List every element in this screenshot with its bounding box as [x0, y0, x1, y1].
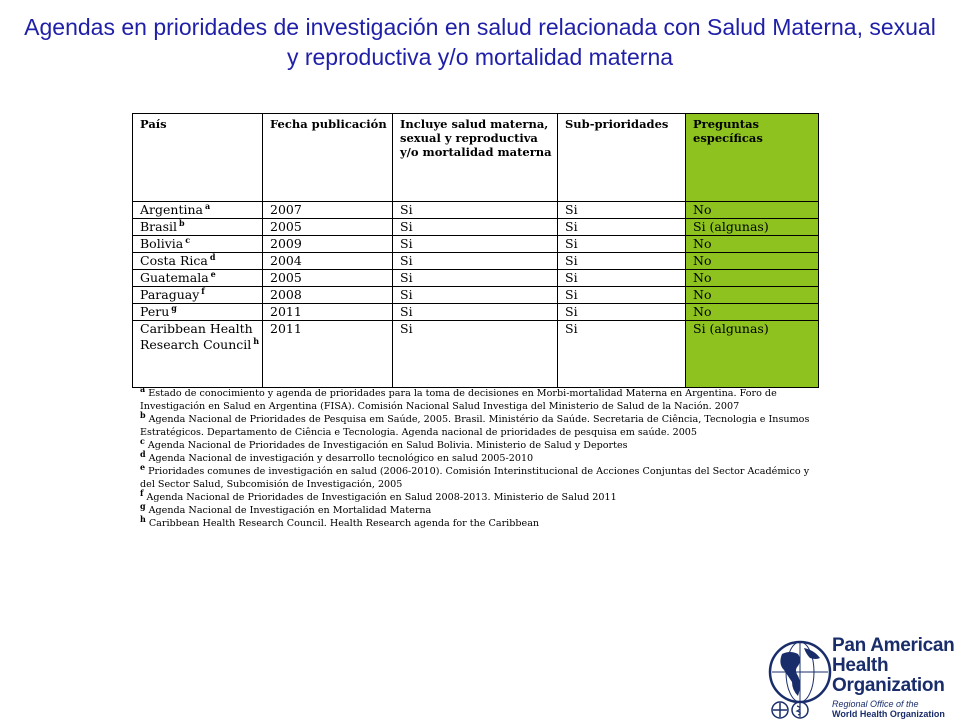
cell-sub-text: Si — [565, 202, 578, 217]
cell-incluye-text: Si — [400, 287, 413, 302]
agenda-table-container — [132, 113, 819, 388]
cell-sub-text: Si — [565, 270, 578, 285]
cell-incluye — [393, 287, 558, 304]
cell-sub — [558, 253, 686, 270]
cell-incluye-text: Si — [400, 219, 413, 234]
paho-logo — [768, 636, 958, 720]
table-header-row — [133, 114, 819, 202]
cell-fecha-text: 2007 — [270, 202, 302, 217]
cell-pais-text: Costa Rica — [140, 253, 208, 268]
footnote-item — [140, 500, 820, 517]
footnotes — [140, 383, 820, 530]
cell-fecha-text: 2005 — [270, 270, 302, 285]
cell-preguntas — [686, 219, 819, 236]
cell-preguntas — [686, 253, 819, 270]
footnote-marker: f — [201, 285, 205, 296]
cell-fecha-text: 2011 — [270, 321, 302, 336]
logo-name-line2: Health — [832, 655, 889, 676]
cell-incluye — [393, 270, 558, 287]
cell-pais-text: Peru — [140, 304, 170, 319]
cell-sub — [558, 202, 686, 219]
cell-preguntas-text: No — [693, 304, 712, 319]
table-row — [133, 253, 819, 270]
header-pais: País — [133, 114, 263, 202]
cell-pais — [133, 304, 263, 321]
cell-pais-text: Caribbean Health Research Council — [140, 321, 253, 352]
footnote-marker: e — [210, 268, 216, 279]
cell-preguntas-text: No — [693, 287, 712, 302]
cell-incluye — [393, 321, 558, 388]
cell-preguntas-text: Si (algunas) — [693, 321, 769, 336]
cell-preguntas — [686, 270, 819, 287]
footnote-text: Agenda Nacional de Prioridades de Pesquisa em Saúde, 2005. Brasil. Ministério da Saúde. Secretaria de Ciência, Tecnologia e Insumos Estratégicos. Departamento de Ciência e Tecnologia. Agenda nacional de prioridades de pesquisa em saúde. 2005 — [140, 414, 810, 438]
cell-sub — [558, 304, 686, 321]
table-row — [133, 321, 819, 388]
footnote-mark: b — [140, 409, 146, 420]
cell-preguntas — [686, 304, 819, 321]
cell-sub-text: Si — [565, 304, 578, 319]
cell-pais-text: Bolivia — [140, 236, 184, 251]
footnote-mark: c — [140, 435, 145, 446]
cell-pais — [133, 236, 263, 253]
cell-fecha-text: 2005 — [270, 219, 302, 234]
cell-pais — [133, 202, 263, 219]
header-sub: Sub-prioridades — [558, 114, 686, 202]
cell-incluye — [393, 202, 558, 219]
cell-fecha — [263, 202, 393, 219]
cell-incluye — [393, 304, 558, 321]
footnote-mark: f — [140, 487, 144, 498]
table-row — [133, 287, 819, 304]
footnote-marker: h — [253, 335, 260, 346]
cell-pais — [133, 270, 263, 287]
table-row — [133, 304, 819, 321]
footnote-mark: g — [140, 500, 146, 511]
cell-preguntas — [686, 321, 819, 388]
cell-preguntas-text: No — [693, 270, 712, 285]
cell-sub-text: Si — [565, 287, 578, 302]
logo-sub-line2: World Health Organization — [832, 709, 945, 719]
footnote-mark: h — [140, 513, 146, 524]
cell-preguntas-text: No — [693, 236, 712, 251]
logo-name-line1: Pan American — [832, 635, 955, 656]
cell-sub-text: Si — [565, 321, 578, 336]
cell-incluye-text: Si — [400, 304, 413, 319]
logo-name-line3: Organization — [832, 675, 945, 696]
cell-incluye-text: Si — [400, 202, 413, 217]
cell-sub — [558, 236, 686, 253]
footnote-marker: b — [179, 217, 185, 228]
footnote-item — [140, 487, 820, 504]
table-row — [133, 270, 819, 287]
cell-pais-text: Argentina — [140, 202, 203, 217]
cell-sub-text: Si — [565, 236, 578, 251]
agenda-table — [132, 113, 819, 388]
footnote-text: Prioridades comunes de investigación en salud (2006-2010). Comisión Interinstitucional de Acciones Conjuntas del Sector Académico y del Sector Salud, Subcomisión de Investigación, 2005 — [140, 466, 810, 490]
cell-sub-text: Si — [565, 219, 578, 234]
table-body — [133, 202, 819, 388]
footnote-text: Agenda Nacional de Prioridades de Investigación en Salud 2008-2013. Ministerio de Salud 2011 — [146, 492, 617, 503]
cell-pais-text: Brasil — [140, 219, 178, 234]
cell-preguntas — [686, 202, 819, 219]
table-row — [133, 202, 819, 219]
cell-preguntas — [686, 287, 819, 304]
logo-sub-line1: Regional Office of the — [832, 699, 919, 709]
header-fecha: Fecha publicación — [263, 114, 393, 202]
cell-sub — [558, 321, 686, 388]
cell-fecha-text: 2011 — [270, 304, 302, 319]
cell-fecha — [263, 253, 393, 270]
cell-fecha — [263, 321, 393, 388]
footnote-item — [140, 409, 820, 439]
cell-preguntas-text: No — [693, 253, 712, 268]
footnote-text: Agenda Nacional de Investigación en Mortalidad Materna — [148, 505, 432, 516]
cell-sub — [558, 287, 686, 304]
header-incluye: Incluye salud materna, sexual y reproductiva y/o mortalidad materna — [393, 114, 558, 202]
cell-fecha-text: 2004 — [270, 253, 302, 268]
footnote-mark: a — [140, 383, 146, 394]
cell-incluye-text: Si — [400, 321, 413, 336]
footnote-item — [140, 448, 820, 465]
footnote-mark: e — [140, 461, 146, 472]
cell-fecha-text: 2008 — [270, 287, 302, 302]
cell-incluye-text: Si — [400, 270, 413, 285]
footnote-text: Estado de conocimiento y agenda de prioridades para la toma de decisiones en Morbi-mortalidad Materna en Argentina. Foro de Investigación en Salud en Argentina (FISA). Comisión Nacional Salud Investiga del Ministerio de Salud de la Nación. 2007 — [140, 388, 777, 412]
cell-pais-text: Paraguay — [140, 287, 200, 302]
footnote-item — [140, 461, 820, 491]
cell-sub-text: Si — [565, 253, 578, 268]
cell-preguntas-text: Si (algunas) — [693, 219, 769, 234]
footnote-item — [140, 383, 820, 413]
cell-fecha — [263, 219, 393, 236]
cell-sub — [558, 270, 686, 287]
cell-incluye-text: Si — [400, 253, 413, 268]
page-title: Agendas en prioridades de investigación en salud relacionada con Salud Materna, sexual y reproductiva y/o mortalidad materna — [24, 14, 936, 70]
footnote-marker: g — [171, 302, 177, 313]
cell-pais — [133, 287, 263, 304]
footnote-marker: a — [204, 200, 211, 211]
footnote-marker: c — [185, 234, 191, 245]
header-preguntas: Preguntas específicas — [686, 114, 819, 202]
footnote-text: Caribbean Health Research Council. Health Research agenda for the Caribbean — [148, 518, 540, 529]
logo-subtitle — [832, 699, 958, 719]
footnote-text: Agenda Nacional de investigación y desarrollo tecnológico en salud 2005-2010 — [148, 453, 534, 464]
cell-fecha — [263, 236, 393, 253]
footnote-item — [140, 435, 820, 452]
cell-preguntas — [686, 236, 819, 253]
cell-fecha — [263, 287, 393, 304]
cell-pais — [133, 321, 263, 388]
cell-pais — [133, 219, 263, 236]
cell-fecha — [263, 304, 393, 321]
footnote-marker: d — [209, 251, 216, 262]
who-emblem-icon — [770, 700, 810, 720]
footnote-item — [140, 513, 820, 530]
cell-pais-text: Guatemala — [140, 270, 209, 285]
cell-incluye-text: Si — [400, 236, 413, 251]
cell-pais — [133, 253, 263, 270]
cell-incluye — [393, 253, 558, 270]
cell-fecha-text: 2009 — [270, 236, 302, 251]
cell-incluye — [393, 236, 558, 253]
cell-sub — [558, 219, 686, 236]
logo-organization-name — [832, 636, 956, 696]
cell-incluye — [393, 219, 558, 236]
table-row — [133, 219, 819, 236]
footnote-text: Agenda Nacional de Prioridades de Investigación en Salud Bolivia. Ministerio de Salud y Deportes — [147, 440, 628, 451]
cell-fecha — [263, 270, 393, 287]
table-row — [133, 236, 819, 253]
footnote-mark: d — [140, 448, 146, 459]
americas-globe-icon — [768, 640, 832, 704]
cell-preguntas-text: No — [693, 202, 712, 217]
